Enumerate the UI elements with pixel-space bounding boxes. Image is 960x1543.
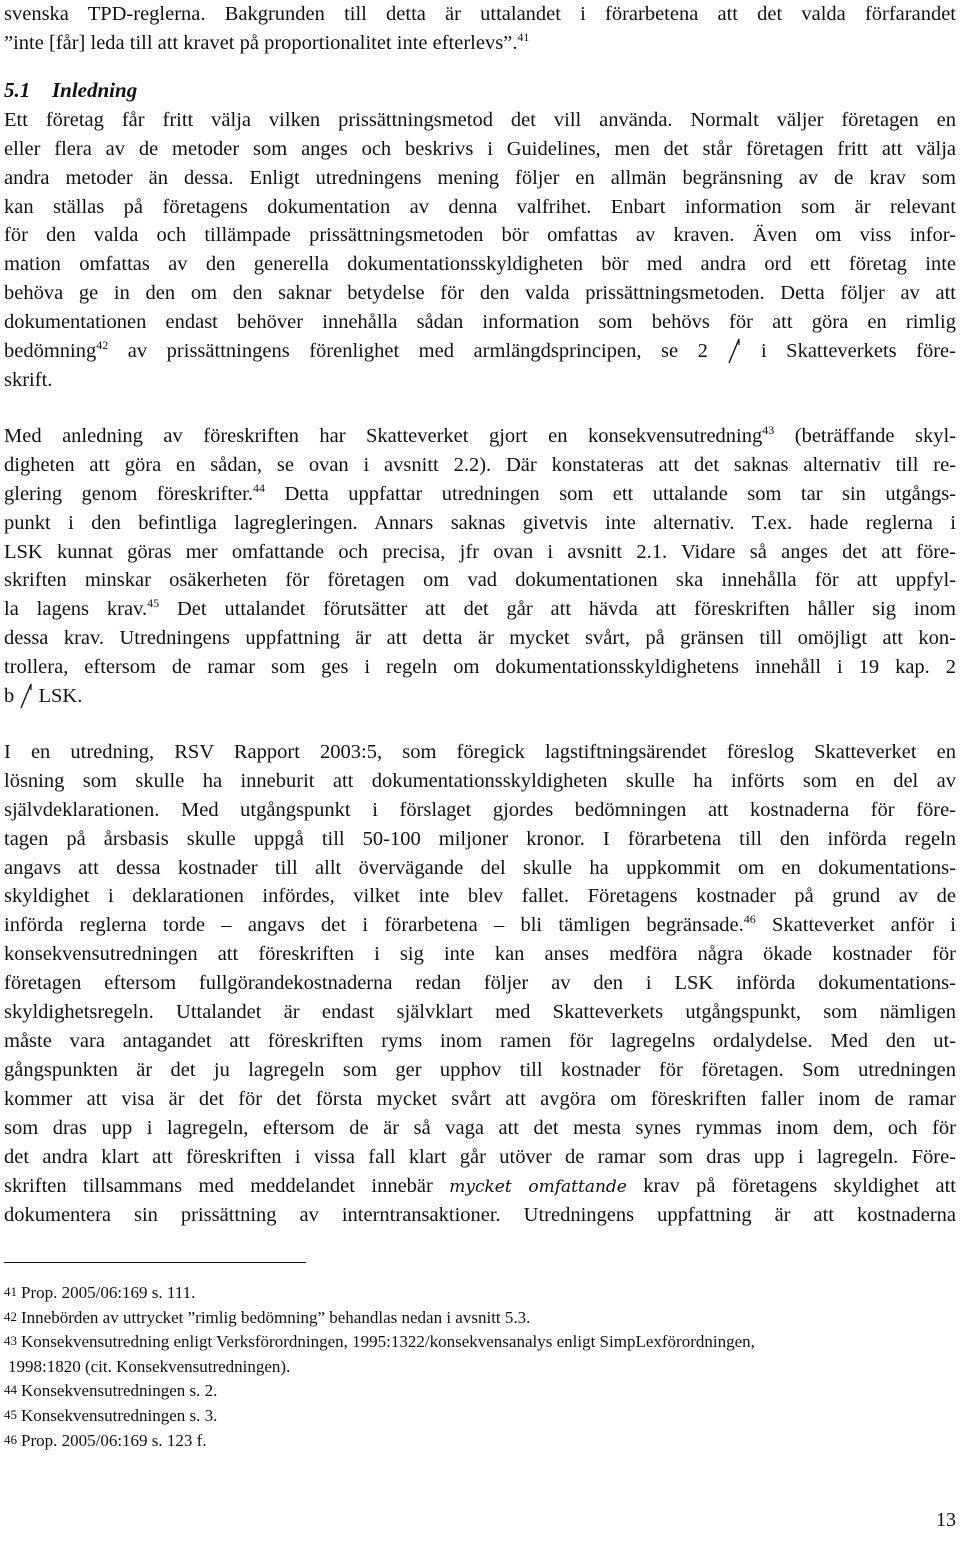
text-span: krav på företagens skyldighet att	[626, 1174, 956, 1197]
text-line: lösning som skulle ha inneburit att dokumentationsskyldigheten skulle ha införts som en del av	[4, 769, 956, 792]
text-span: skriften tillsammans med meddelandet innebär	[4, 1174, 450, 1197]
emphasis-text: mycket omfattande	[449, 1176, 627, 1197]
text-line: skrift.	[4, 368, 53, 391]
footnotes	[4, 1280, 956, 1452]
text-span: la lagens krav.	[4, 598, 148, 621]
text-line: punkt i den befintliga lagregleringen. Annars saknas givetvis inte alternativ. T.ex. hade reglerna i	[4, 511, 956, 534]
text-line: självdeklarationen. Med utgångspunkt i förslaget gjordes bedömningen att kostnaderna för före-	[4, 798, 956, 821]
footnote-separator	[4, 1262, 306, 1263]
text-span: bedömning	[4, 340, 97, 363]
footnote-number: 43	[4, 1333, 17, 1349]
intro-paragraph	[4, 0, 956, 58]
footnote	[4, 1329, 956, 1354]
text-span: LSK.	[33, 685, 83, 708]
text-line: andra metoder än dessa. Enligt utredningens mening följer en allmän begränsning av de krav som	[4, 166, 956, 189]
text-line: mation omfattas av den generella dokumentationsskyldigheten bör med andra ord ett företag inte	[4, 253, 956, 276]
text-span: i Skatteverkets före-	[741, 340, 956, 363]
text-line: eller flera av de metoder som anges och beskrivs i Guidelines, men det står företagen fritt att välja	[4, 137, 956, 160]
footnote	[4, 1378, 956, 1403]
text-span: införda reglerna torde – angavs det i förarbetena – bli tämligen begränsade.	[4, 914, 744, 937]
text-line: trollera, eftersom de ramar som ges i regeln om dokumentationsskyldighetens innehåll i 19 kap. 2	[4, 656, 956, 679]
footnote	[4, 1305, 956, 1330]
footnote-text: Konsekvensutredningen s. 2.	[21, 1381, 218, 1401]
text-line: företagen eftersom fullgörandekostnaderna redan följer av den i LSK införda dokumentations-	[4, 972, 956, 995]
footnote-ref[interactable]: 46	[743, 912, 756, 927]
text-span: Detta uppfattar utredningen som ett uttalande som tar sin utgångs-	[264, 482, 956, 505]
text-span: Skatteverket anför i	[755, 914, 956, 937]
text-line: skyldighet i deklarationen infördes, vilket inte blev fallet. Företagens kostnader på grund av de	[4, 885, 956, 908]
footnote	[4, 1403, 956, 1428]
footnote-ref[interactable]: 43	[762, 423, 775, 438]
footnote-ref[interactable]: 41	[517, 30, 530, 45]
text-line: dessa krav. Utredningens uppfattning är att detta är mycket svårt, på gränsen till omöjligt att kon-	[4, 627, 956, 650]
footnote-text: Konsekvensutredning enligt Verksförordningen, 1995:1322/konsekvensanalys enligt SimpLexförordningen,	[21, 1332, 755, 1352]
paragraph-2	[4, 422, 956, 711]
text-span: Det uttalandet förutsätter att det går att hävda att föreskriften håller sig inom	[159, 598, 956, 621]
text-line: gångspunkten är det ju lagregeln som ger upphov till kostnader för företagen. Som utredningen	[4, 1058, 956, 1081]
text-line: LSK kunnat göras mer omfattande och precisa, jfr ovan i avsnitt 2.1. Vidare så anges det att före-	[4, 540, 956, 563]
text-line: behöva ge in den om den saknar betydelse för den valda prissättningsmetoden. Detta följer av att	[4, 282, 956, 305]
text-line: som dras upp i lagregeln, eftersom de är så vaga att det mesta synes rymmas inom dem, och för	[4, 1116, 956, 1139]
section-number: 5.1	[4, 77, 31, 102]
text-line: svenska TPD-reglerna. Bakgrunden till detta är uttalandet i förarbetena att det valda förfarandet	[4, 3, 956, 25]
footnote-text: Innebörden av uttrycket ”rimlig bedömning” behandlas nedan i avsnitt 5.3.	[21, 1307, 531, 1327]
section-title: Inledning	[52, 77, 138, 102]
footnote-text: 1998:1820 (cit. Konsekvensutredningen).	[8, 1356, 291, 1376]
footnote	[4, 1280, 956, 1305]
text-line: skyldighetsregeln. Uttalandet är endast självklart med Skatteverkets utgångspunkt, som nämligen	[4, 1001, 956, 1024]
footnote-number: 46	[4, 1431, 17, 1447]
text-line: ”inte [får] leda till att kravet på proportionalitet inte efterlevs”.	[4, 31, 518, 54]
text-line: tagen på årsbasis skulle uppgå till 50-100 miljoner kronor. I förarbetena till den införda regeln	[4, 827, 956, 850]
footnote-number: 45	[4, 1406, 17, 1422]
text-line: det andra klart att föreskriften i vissa fall klart går utöver de ramar som dras upp i lagregeln. Före-	[4, 1145, 956, 1168]
text-span: (beträffande skyl-	[774, 424, 957, 447]
footnote-text: Konsekvensutredningen s. 3.	[21, 1405, 218, 1425]
text-line: Ett företag får fritt välja vilken prissättningsmetod det vill använda. Normalt väljer företagen en	[4, 108, 956, 131]
footnote-number: 42	[4, 1308, 17, 1324]
text-line: skriften minskar osäkerheten för företagen om vad dokumentationen ska innehålla för att uppfyl-	[4, 569, 956, 592]
paragraph-sign-icon	[19, 682, 33, 710]
text-line: dokumentera sin prissättning av interntransaktioner. Utredningens uppfattning är att kostnaderna	[4, 1204, 956, 1227]
text-line: kan ställas på företagens dokumentation av denna valfrihet. Enbart information som är relevant	[4, 195, 956, 218]
text-span: av prissättningens förenlighet med armlängdsprincipen, se 2	[108, 340, 728, 363]
text-line: angavs att dessa kostnader till allt övervägande del skulle ha uppkommit om en dokumentations-	[4, 856, 956, 879]
document-page	[4, 0, 956, 1230]
footnote-ref[interactable]: 44	[252, 480, 265, 495]
text-line: I en utredning, RSV Rapport 2003:5, som föregick lagstiftningsärendet föreslog Skatteverket en	[4, 740, 956, 763]
section-heading	[4, 76, 956, 104]
text-line: kommer att visa är det för det första mycket svårt att avgöra om föreskriften faller inom de ramar	[4, 1087, 956, 1110]
text-span: Med anledning av föreskriften har Skatteverket gjort en konsekvensutredning	[4, 424, 763, 447]
footnote	[4, 1354, 956, 1379]
text-line: måste vara antagandet att föreskriften ryms inom ramen för lagregelns ordalydelse. Med den ut-	[4, 1030, 956, 1052]
footnote-number: 41	[4, 1284, 17, 1299]
text-span: b	[4, 685, 20, 708]
text-line: för den valda och tillämpade prissättningsmetoden bör omfattas av kraven. Även om viss infor-	[4, 224, 956, 247]
footnote-ref[interactable]: 45	[147, 596, 160, 611]
paragraph-1	[4, 106, 956, 395]
footnote-number: 44	[4, 1382, 17, 1398]
text-line: konsekvensutredningen att föreskriften i sig inte kan anses medföra några ökade kostnader för	[4, 943, 956, 966]
text-span: glering genom föreskrifter.	[4, 482, 253, 505]
footnote	[4, 1428, 956, 1453]
paragraph-3	[4, 738, 956, 1230]
page-number: 13	[936, 1509, 956, 1531]
footnote-text: Prop. 2005/06:169 s. 123 f.	[21, 1430, 207, 1450]
footnote-text: Prop. 2005/06:169 s. 111.	[21, 1283, 196, 1302]
text-line: digheten att göra en sådan, se ovan i avsnitt 2.2). Där konstateras att det saknas alternativ till re-	[4, 453, 956, 476]
text-line: dokumentationen endast behöver innehålla sådan information som behövs för att göra en rimlig	[4, 311, 956, 334]
footnote-ref[interactable]: 42	[96, 338, 109, 353]
paragraph-sign-icon	[727, 337, 741, 365]
